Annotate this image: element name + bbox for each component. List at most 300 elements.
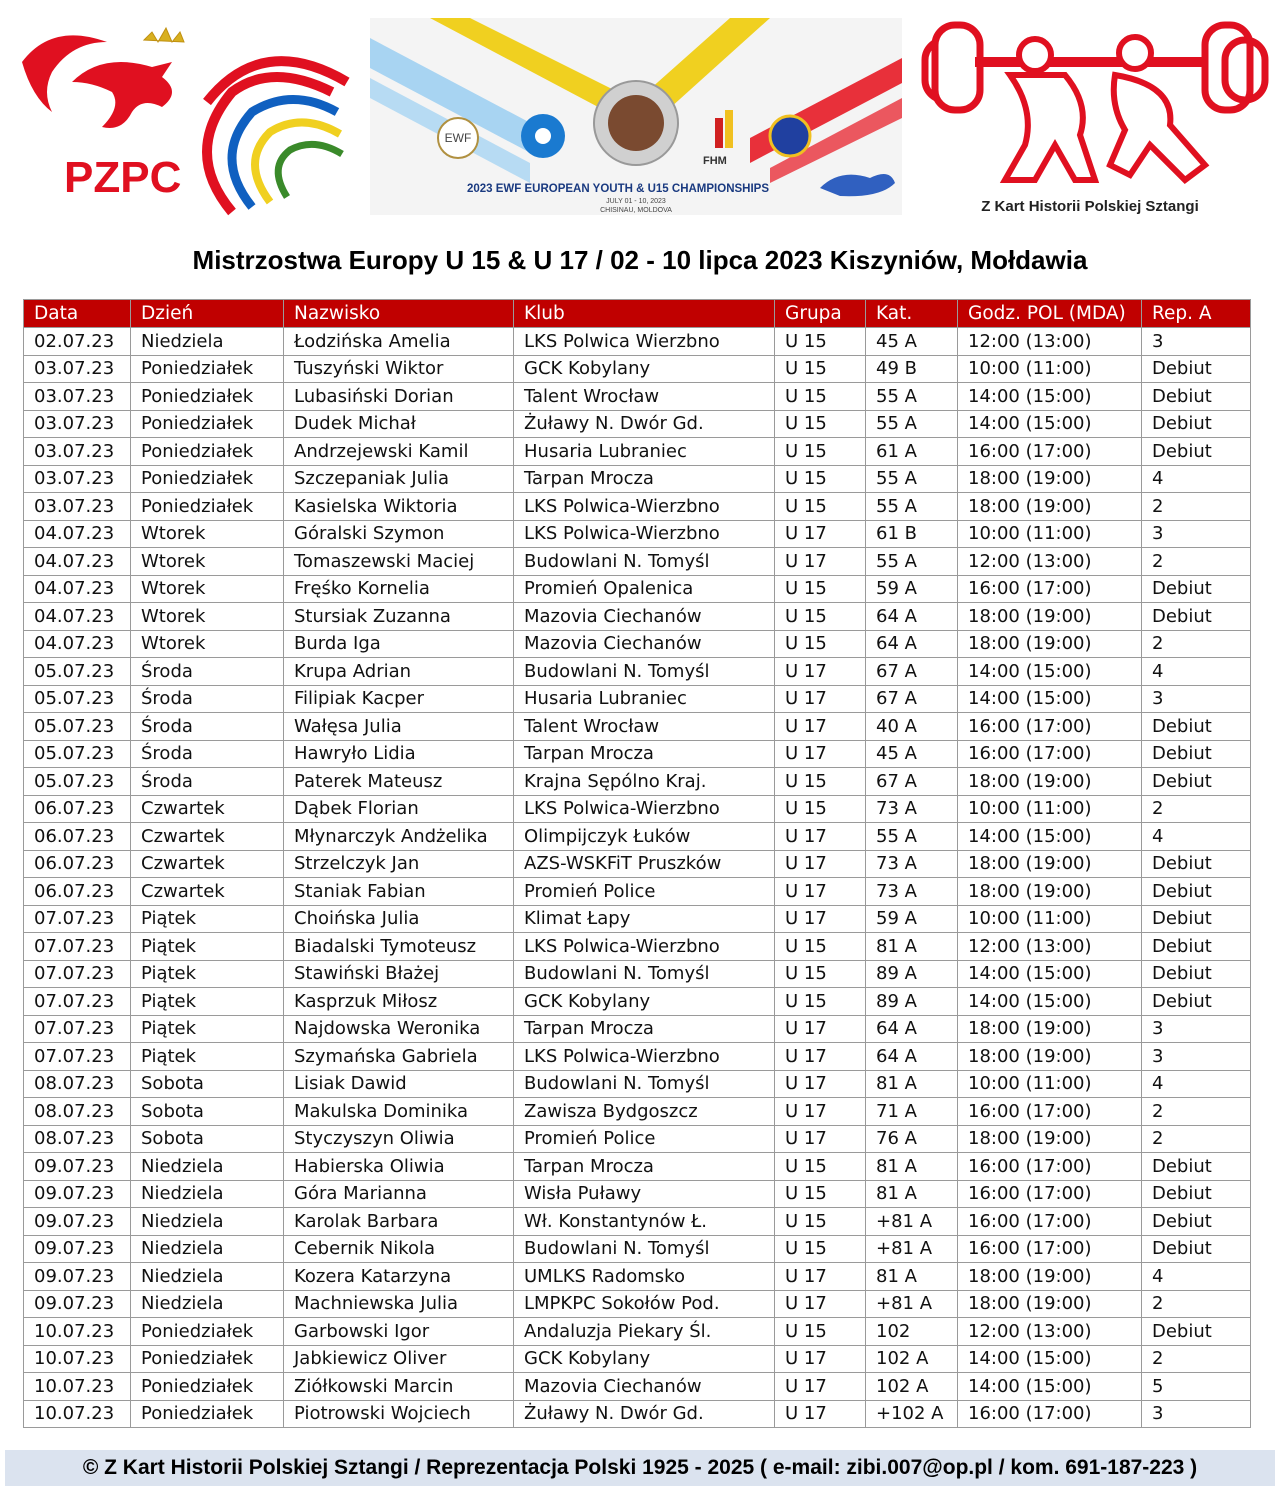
cell-rep: Debiut bbox=[1142, 905, 1251, 933]
cell-godz: 16:00 (17:00) bbox=[958, 1153, 1142, 1181]
cell-data: 03.07.23 bbox=[24, 438, 131, 466]
cell-kat: 59 A bbox=[866, 905, 958, 933]
cell-kat: 73 A bbox=[866, 850, 958, 878]
cell-klub: Mazovia Ciechanów bbox=[514, 630, 775, 658]
cell-kat: 40 A bbox=[866, 713, 958, 741]
cell-dzien: Poniedziałek bbox=[131, 1318, 284, 1346]
table-row bbox=[24, 1235, 1251, 1263]
cell-data: 07.07.23 bbox=[24, 988, 131, 1016]
cell-kat: 64 A bbox=[866, 630, 958, 658]
cell-klub: Tarpan Mrocza bbox=[514, 740, 775, 768]
cell-dzien: Niedziela bbox=[131, 328, 284, 356]
cell-rep: Debiut bbox=[1142, 1180, 1251, 1208]
cell-nazwisko: Strzelczyk Jan bbox=[284, 850, 514, 878]
cell-dzien: Środa bbox=[131, 713, 284, 741]
cell-godz: 10:00 (11:00) bbox=[958, 1070, 1142, 1098]
cell-grupa: U 15 bbox=[775, 383, 866, 411]
cell-rep: Debiut bbox=[1142, 988, 1251, 1016]
cell-data: 09.07.23 bbox=[24, 1208, 131, 1236]
banner-dates-text: JULY 01 - 10, 2023 bbox=[606, 198, 666, 205]
cell-rep: Debiut bbox=[1142, 438, 1251, 466]
cell-kat: 81 A bbox=[866, 1263, 958, 1291]
table-row bbox=[24, 1043, 1251, 1071]
cell-nazwisko: Choińska Julia bbox=[284, 905, 514, 933]
cell-godz: 14:00 (15:00) bbox=[958, 658, 1142, 686]
table-row bbox=[24, 328, 1251, 356]
cell-data: 08.07.23 bbox=[24, 1070, 131, 1098]
cell-godz: 10:00 (11:00) bbox=[958, 355, 1142, 383]
cell-grupa: U 17 bbox=[775, 823, 866, 851]
cell-klub: LKS Polwica-Wierzbno bbox=[514, 520, 775, 548]
cell-nazwisko: Stursiak Zuzanna bbox=[284, 603, 514, 631]
cell-grupa: U 17 bbox=[775, 878, 866, 906]
cell-godz: 18:00 (19:00) bbox=[958, 1263, 1142, 1291]
cell-dzien: Poniedziałek bbox=[131, 1373, 284, 1401]
cell-data: 05.07.23 bbox=[24, 768, 131, 796]
cell-kat: 73 A bbox=[866, 878, 958, 906]
cell-kat: 67 A bbox=[866, 685, 958, 713]
cell-grupa: U 15 bbox=[775, 1180, 866, 1208]
cell-nazwisko: Szymańska Gabriela bbox=[284, 1043, 514, 1071]
cell-grupa: U 17 bbox=[775, 1015, 866, 1043]
cell-grupa: U 15 bbox=[775, 355, 866, 383]
cell-nazwisko: Dąbek Florian bbox=[284, 795, 514, 823]
cell-godz: 14:00 (15:00) bbox=[958, 823, 1142, 851]
table-row bbox=[24, 1180, 1251, 1208]
cell-klub: Budowlani N. Tomyśl bbox=[514, 658, 775, 686]
cell-godz: 16:00 (17:00) bbox=[958, 1180, 1142, 1208]
cell-nazwisko: Ziółkowski Marcin bbox=[284, 1373, 514, 1401]
cell-godz: 14:00 (15:00) bbox=[958, 960, 1142, 988]
cell-godz: 16:00 (17:00) bbox=[958, 575, 1142, 603]
cell-klub: Andaluzja Piekary Śl. bbox=[514, 1318, 775, 1346]
cell-godz: 14:00 (15:00) bbox=[958, 1345, 1142, 1373]
cell-klub: Tarpan Mrocza bbox=[514, 1153, 775, 1181]
cell-rep: 3 bbox=[1142, 328, 1251, 356]
cell-dzien: Niedziela bbox=[131, 1208, 284, 1236]
table-body bbox=[24, 328, 1251, 1428]
cell-data: 05.07.23 bbox=[24, 713, 131, 741]
cell-nazwisko: Makulska Dominika bbox=[284, 1098, 514, 1126]
cell-rep: 2 bbox=[1142, 1098, 1251, 1126]
cell-grupa: U 17 bbox=[775, 1263, 866, 1291]
cell-data: 03.07.23 bbox=[24, 355, 131, 383]
cell-rep: Debiut bbox=[1142, 355, 1251, 383]
cell-rep: Debiut bbox=[1142, 603, 1251, 631]
cell-godz: 10:00 (11:00) bbox=[958, 905, 1142, 933]
cell-data: 03.07.23 bbox=[24, 493, 131, 521]
cell-grupa: U 15 bbox=[775, 410, 866, 438]
cell-data: 05.07.23 bbox=[24, 658, 131, 686]
cell-grupa: U 15 bbox=[775, 575, 866, 603]
cell-kat: 64 A bbox=[866, 603, 958, 631]
column-header-data: Data bbox=[24, 300, 131, 328]
cell-nazwisko: Krupa Adrian bbox=[284, 658, 514, 686]
cell-rep: 2 bbox=[1142, 548, 1251, 576]
cell-klub: Budowlani N. Tomyśl bbox=[514, 1070, 775, 1098]
cell-rep: 3 bbox=[1142, 1043, 1251, 1071]
cell-rep: 4 bbox=[1142, 1263, 1251, 1291]
cell-klub: GCK Kobylany bbox=[514, 1345, 775, 1373]
table-row bbox=[24, 438, 1251, 466]
cell-godz: 10:00 (11:00) bbox=[958, 520, 1142, 548]
cell-data: 09.07.23 bbox=[24, 1263, 131, 1291]
cell-klub: Krajna Sępólno Kraj. bbox=[514, 768, 775, 796]
cell-rep: 3 bbox=[1142, 1015, 1251, 1043]
cell-data: 04.07.23 bbox=[24, 575, 131, 603]
cell-nazwisko: Habierska Oliwia bbox=[284, 1153, 514, 1181]
cell-data: 04.07.23 bbox=[24, 630, 131, 658]
table-row bbox=[24, 988, 1251, 1016]
cell-data: 10.07.23 bbox=[24, 1373, 131, 1401]
page-title: Mistrzostwa Europy U 15 & U 17 / 02 - 10 lipca 2023 Kiszyniów, Mołdawia bbox=[192, 245, 1088, 275]
table-row bbox=[24, 493, 1251, 521]
cell-dzien: Poniedziałek bbox=[131, 465, 284, 493]
cell-dzien: Sobota bbox=[131, 1125, 284, 1153]
cell-nazwisko: Burda Iga bbox=[284, 630, 514, 658]
cell-godz: 18:00 (19:00) bbox=[958, 630, 1142, 658]
column-header-dzien: Dzień bbox=[131, 300, 284, 328]
cell-nazwisko: Lisiak Dawid bbox=[284, 1070, 514, 1098]
cell-klub: Żuławy N. Dwór Gd. bbox=[514, 1400, 775, 1428]
cell-data: 03.07.23 bbox=[24, 410, 131, 438]
cell-nazwisko: Biadalski Tymoteusz bbox=[284, 933, 514, 961]
cell-dzien: Niedziela bbox=[131, 1263, 284, 1291]
cell-dzien: Sobota bbox=[131, 1070, 284, 1098]
cell-rep: 2 bbox=[1142, 493, 1251, 521]
cell-rep: 5 bbox=[1142, 1373, 1251, 1401]
cell-data: 09.07.23 bbox=[24, 1153, 131, 1181]
table-row bbox=[24, 1345, 1251, 1373]
cell-dzien: Niedziela bbox=[131, 1235, 284, 1263]
cell-nazwisko: Najdowska Weronika bbox=[284, 1015, 514, 1043]
cell-godz: 18:00 (19:00) bbox=[958, 1043, 1142, 1071]
cell-data: 06.07.23 bbox=[24, 795, 131, 823]
cell-klub: Talent Wrocław bbox=[514, 383, 775, 411]
cell-klub: Promień Opalenica bbox=[514, 575, 775, 603]
cell-nazwisko: Góra Marianna bbox=[284, 1180, 514, 1208]
table-row bbox=[24, 795, 1251, 823]
cell-data: 10.07.23 bbox=[24, 1318, 131, 1346]
cell-dzien: Poniedziałek bbox=[131, 1400, 284, 1428]
cell-rep: 2 bbox=[1142, 795, 1251, 823]
cell-nazwisko: Hawryło Lidia bbox=[284, 740, 514, 768]
cell-rep: 3 bbox=[1142, 685, 1251, 713]
cell-data: 07.07.23 bbox=[24, 1043, 131, 1071]
cell-data: 03.07.23 bbox=[24, 465, 131, 493]
cell-dzien: Środa bbox=[131, 658, 284, 686]
cell-dzien: Wtorek bbox=[131, 630, 284, 658]
cell-rep: 4 bbox=[1142, 658, 1251, 686]
cell-kat: +81 A bbox=[866, 1290, 958, 1318]
cell-nazwisko: Łodzińska Amelia bbox=[284, 328, 514, 356]
cell-godz: 18:00 (19:00) bbox=[958, 878, 1142, 906]
table-row bbox=[24, 1070, 1251, 1098]
table-row bbox=[24, 823, 1251, 851]
cell-klub: Budowlani N. Tomyśl bbox=[514, 1235, 775, 1263]
cell-grupa: U 17 bbox=[775, 1043, 866, 1071]
cell-dzien: Czwartek bbox=[131, 823, 284, 851]
cell-data: 08.07.23 bbox=[24, 1125, 131, 1153]
table-row bbox=[24, 1263, 1251, 1291]
cell-rep: 4 bbox=[1142, 465, 1251, 493]
cell-nazwisko: Kasprzuk Miłosz bbox=[284, 988, 514, 1016]
cell-rep: Debiut bbox=[1142, 410, 1251, 438]
cell-kat: 81 A bbox=[866, 933, 958, 961]
cell-kat: 67 A bbox=[866, 768, 958, 796]
cell-nazwisko: Wałęsa Julia bbox=[284, 713, 514, 741]
cell-nazwisko: Styczyszyn Oliwia bbox=[284, 1125, 514, 1153]
cell-kat: 89 A bbox=[866, 988, 958, 1016]
cell-godz: 18:00 (19:00) bbox=[958, 1290, 1142, 1318]
cell-dzien: Czwartek bbox=[131, 878, 284, 906]
cell-klub: Husaria Lubraniec bbox=[514, 685, 775, 713]
cell-rep: Debiut bbox=[1142, 1235, 1251, 1263]
table-row bbox=[24, 383, 1251, 411]
cell-nazwisko: Kozera Katarzyna bbox=[284, 1263, 514, 1291]
cell-data: 06.07.23 bbox=[24, 878, 131, 906]
cell-nazwisko: Tuszyński Wiktor bbox=[284, 355, 514, 383]
cell-dzien: Środa bbox=[131, 740, 284, 768]
table-row bbox=[24, 1400, 1251, 1428]
cell-dzien: Środa bbox=[131, 768, 284, 796]
cell-klub: LKS Polwica-Wierzbno bbox=[514, 795, 775, 823]
table-row bbox=[24, 1015, 1251, 1043]
cell-grupa: U 17 bbox=[775, 520, 866, 548]
banner-fhm-text: FHM bbox=[703, 155, 727, 167]
cell-grupa: U 17 bbox=[775, 1373, 866, 1401]
cell-dzien: Piątek bbox=[131, 905, 284, 933]
history-logo bbox=[915, 15, 1270, 220]
cell-data: 07.07.23 bbox=[24, 960, 131, 988]
table-row bbox=[24, 960, 1251, 988]
cell-dzien: Wtorek bbox=[131, 603, 284, 631]
cell-godz: 18:00 (19:00) bbox=[958, 465, 1142, 493]
table-row bbox=[24, 1373, 1251, 1401]
table-row bbox=[24, 768, 1251, 796]
table-row bbox=[24, 905, 1251, 933]
cell-dzien: Piątek bbox=[131, 1015, 284, 1043]
table-row bbox=[24, 933, 1251, 961]
cell-grupa: U 15 bbox=[775, 933, 866, 961]
cell-kat: 67 A bbox=[866, 658, 958, 686]
table-row bbox=[24, 1290, 1251, 1318]
cell-nazwisko: Fręśko Kornelia bbox=[284, 575, 514, 603]
cell-grupa: U 15 bbox=[775, 493, 866, 521]
cell-nazwisko: Paterek Mateusz bbox=[284, 768, 514, 796]
cell-data: 03.07.23 bbox=[24, 383, 131, 411]
cell-nazwisko: Młynarczyk Andżelika bbox=[284, 823, 514, 851]
cell-dzien: Piątek bbox=[131, 1043, 284, 1071]
cell-klub: Husaria Lubraniec bbox=[514, 438, 775, 466]
table-row bbox=[24, 1125, 1251, 1153]
cell-data: 07.07.23 bbox=[24, 905, 131, 933]
cell-grupa: U 17 bbox=[775, 1290, 866, 1318]
cell-klub: Budowlani N. Tomyśl bbox=[514, 548, 775, 576]
table-row bbox=[24, 465, 1251, 493]
cell-grupa: U 15 bbox=[775, 795, 866, 823]
cell-dzien: Niedziela bbox=[131, 1290, 284, 1318]
table-row bbox=[24, 1153, 1251, 1181]
cell-data: 02.07.23 bbox=[24, 328, 131, 356]
cell-rep: Debiut bbox=[1142, 933, 1251, 961]
cell-klub: Talent Wrocław bbox=[514, 713, 775, 741]
column-header-grupa: Grupa bbox=[775, 300, 866, 328]
cell-godz: 14:00 (15:00) bbox=[958, 1373, 1142, 1401]
cell-grupa: U 15 bbox=[775, 768, 866, 796]
cell-grupa: U 15 bbox=[775, 960, 866, 988]
cell-data: 10.07.23 bbox=[24, 1400, 131, 1428]
cell-godz: 18:00 (19:00) bbox=[958, 493, 1142, 521]
cell-klub: Klimat Łapy bbox=[514, 905, 775, 933]
cell-kat: 61 B bbox=[866, 520, 958, 548]
cell-klub: Olimpijczyk Łuków bbox=[514, 823, 775, 851]
cell-grupa: U 15 bbox=[775, 1208, 866, 1236]
cell-godz: 12:00 (13:00) bbox=[958, 1318, 1142, 1346]
cell-grupa: U 15 bbox=[775, 1318, 866, 1346]
cell-kat: 76 A bbox=[866, 1125, 958, 1153]
cell-godz: 18:00 (19:00) bbox=[958, 603, 1142, 631]
cell-kat: 71 A bbox=[866, 1098, 958, 1126]
cell-godz: 14:00 (15:00) bbox=[958, 383, 1142, 411]
cell-dzien: Piątek bbox=[131, 960, 284, 988]
cell-kat: +81 A bbox=[866, 1208, 958, 1236]
cell-data: 05.07.23 bbox=[24, 740, 131, 768]
cell-dzien: Czwartek bbox=[131, 795, 284, 823]
table-row bbox=[24, 850, 1251, 878]
cell-godz: 12:00 (13:00) bbox=[958, 328, 1142, 356]
cell-dzien: Sobota bbox=[131, 1098, 284, 1126]
cell-dzien: Niedziela bbox=[131, 1153, 284, 1181]
cell-kat: 81 A bbox=[866, 1180, 958, 1208]
cell-rep: 2 bbox=[1142, 1290, 1251, 1318]
table-header-row bbox=[24, 300, 1251, 328]
cell-godz: 16:00 (17:00) bbox=[958, 1400, 1142, 1428]
cell-nazwisko: Góralski Szymon bbox=[284, 520, 514, 548]
cell-data: 07.07.23 bbox=[24, 1015, 131, 1043]
cell-kat: 73 A bbox=[866, 795, 958, 823]
cell-godz: 12:00 (13:00) bbox=[958, 933, 1142, 961]
cell-rep: 4 bbox=[1142, 823, 1251, 851]
pzpc-logo-text: PZPC bbox=[64, 153, 182, 202]
cell-kat: 45 A bbox=[866, 328, 958, 356]
cell-rep: Debiut bbox=[1142, 383, 1251, 411]
cell-data: 09.07.23 bbox=[24, 1290, 131, 1318]
cell-kat: 61 A bbox=[866, 438, 958, 466]
cell-data: 09.07.23 bbox=[24, 1235, 131, 1263]
cell-nazwisko: Garbowski Igor bbox=[284, 1318, 514, 1346]
cell-godz: 16:00 (17:00) bbox=[958, 1235, 1142, 1263]
cell-kat: 55 A bbox=[866, 493, 958, 521]
cell-rep: Debiut bbox=[1142, 850, 1251, 878]
cell-godz: 18:00 (19:00) bbox=[958, 768, 1142, 796]
cell-grupa: U 15 bbox=[775, 465, 866, 493]
schedule-table bbox=[23, 299, 1251, 1428]
cell-klub: Promień Police bbox=[514, 1125, 775, 1153]
cell-rep: 3 bbox=[1142, 1400, 1251, 1428]
cell-data: 04.07.23 bbox=[24, 548, 131, 576]
cell-klub: LKS Polwica-Wierzbno bbox=[514, 933, 775, 961]
table-row bbox=[24, 630, 1251, 658]
table-row bbox=[24, 740, 1251, 768]
cell-kat: 64 A bbox=[866, 1015, 958, 1043]
banner-ewf-text: EWF bbox=[444, 131, 472, 145]
table-row bbox=[24, 355, 1251, 383]
cell-klub: AZS-WSKFiT Pruszków bbox=[514, 850, 775, 878]
table-row bbox=[24, 520, 1251, 548]
cell-rep: Debiut bbox=[1142, 878, 1251, 906]
cell-klub: UMLKS Radomsko bbox=[514, 1263, 775, 1291]
cell-kat: 102 bbox=[866, 1318, 958, 1346]
cell-grupa: U 15 bbox=[775, 1235, 866, 1263]
cell-rep: Debiut bbox=[1142, 1208, 1251, 1236]
cell-kat: 89 A bbox=[866, 960, 958, 988]
cell-rep: Debiut bbox=[1142, 713, 1251, 741]
cell-dzien: Poniedziałek bbox=[131, 438, 284, 466]
cell-rep: 2 bbox=[1142, 1345, 1251, 1373]
column-header-kat: Kat. bbox=[866, 300, 958, 328]
table-row bbox=[24, 685, 1251, 713]
cell-kat: 49 B bbox=[866, 355, 958, 383]
cell-kat: 55 A bbox=[866, 410, 958, 438]
cell-nazwisko: Tomaszewski Maciej bbox=[284, 548, 514, 576]
cell-kat: +81 A bbox=[866, 1235, 958, 1263]
cell-rep: Debiut bbox=[1142, 575, 1251, 603]
cell-dzien: Wtorek bbox=[131, 520, 284, 548]
cell-kat: 81 A bbox=[866, 1070, 958, 1098]
cell-rep: Debiut bbox=[1142, 768, 1251, 796]
cell-grupa: U 15 bbox=[775, 438, 866, 466]
cell-data: 06.07.23 bbox=[24, 823, 131, 851]
cell-klub: Zawisza Bydgoszcz bbox=[514, 1098, 775, 1126]
cell-klub: LKS Polwica Wierzbno bbox=[514, 328, 775, 356]
cell-grupa: U 17 bbox=[775, 1070, 866, 1098]
cell-godz: 14:00 (15:00) bbox=[958, 685, 1142, 713]
history-logo-text: Z Kart Historii Polskiej Sztangi bbox=[981, 198, 1199, 215]
cell-rep: 3 bbox=[1142, 520, 1251, 548]
cell-klub: Wisła Puławy bbox=[514, 1180, 775, 1208]
cell-grupa: U 17 bbox=[775, 685, 866, 713]
cell-grupa: U 17 bbox=[775, 1125, 866, 1153]
footer: © Z Kart Historii Polskiej Sztangi / Reprezentacja Polski 1925 - 2025 ( e-mail: zibi.007@op.pl / kom. 691-187-223 ) bbox=[5, 1450, 1275, 1486]
cell-nazwisko: Lubasiński Dorian bbox=[284, 383, 514, 411]
cell-data: 07.07.23 bbox=[24, 933, 131, 961]
cell-dzien: Poniedziałek bbox=[131, 410, 284, 438]
cell-rep: Debiut bbox=[1142, 960, 1251, 988]
cell-grupa: U 15 bbox=[775, 630, 866, 658]
cell-klub: Tarpan Mrocza bbox=[514, 465, 775, 493]
table-row bbox=[24, 1098, 1251, 1126]
cell-godz: 14:00 (15:00) bbox=[958, 988, 1142, 1016]
cell-grupa: U 17 bbox=[775, 548, 866, 576]
cell-dzien: Wtorek bbox=[131, 548, 284, 576]
cell-nazwisko: Jabkiewicz Oliver bbox=[284, 1345, 514, 1373]
cell-godz: 16:00 (17:00) bbox=[958, 740, 1142, 768]
cell-grupa: U 15 bbox=[775, 1153, 866, 1181]
table-row bbox=[24, 1208, 1251, 1236]
cell-grupa: U 15 bbox=[775, 328, 866, 356]
table-row bbox=[24, 410, 1251, 438]
table-row bbox=[24, 603, 1251, 631]
cell-klub: GCK Kobylany bbox=[514, 988, 775, 1016]
cell-kat: 59 A bbox=[866, 575, 958, 603]
cell-grupa: U 17 bbox=[775, 1400, 866, 1428]
cell-grupa: U 17 bbox=[775, 1345, 866, 1373]
cell-data: 05.07.23 bbox=[24, 685, 131, 713]
cell-data: 04.07.23 bbox=[24, 520, 131, 548]
cell-nazwisko: Filipiak Kacper bbox=[284, 685, 514, 713]
column-header-nazwisko: Nazwisko bbox=[284, 300, 514, 328]
